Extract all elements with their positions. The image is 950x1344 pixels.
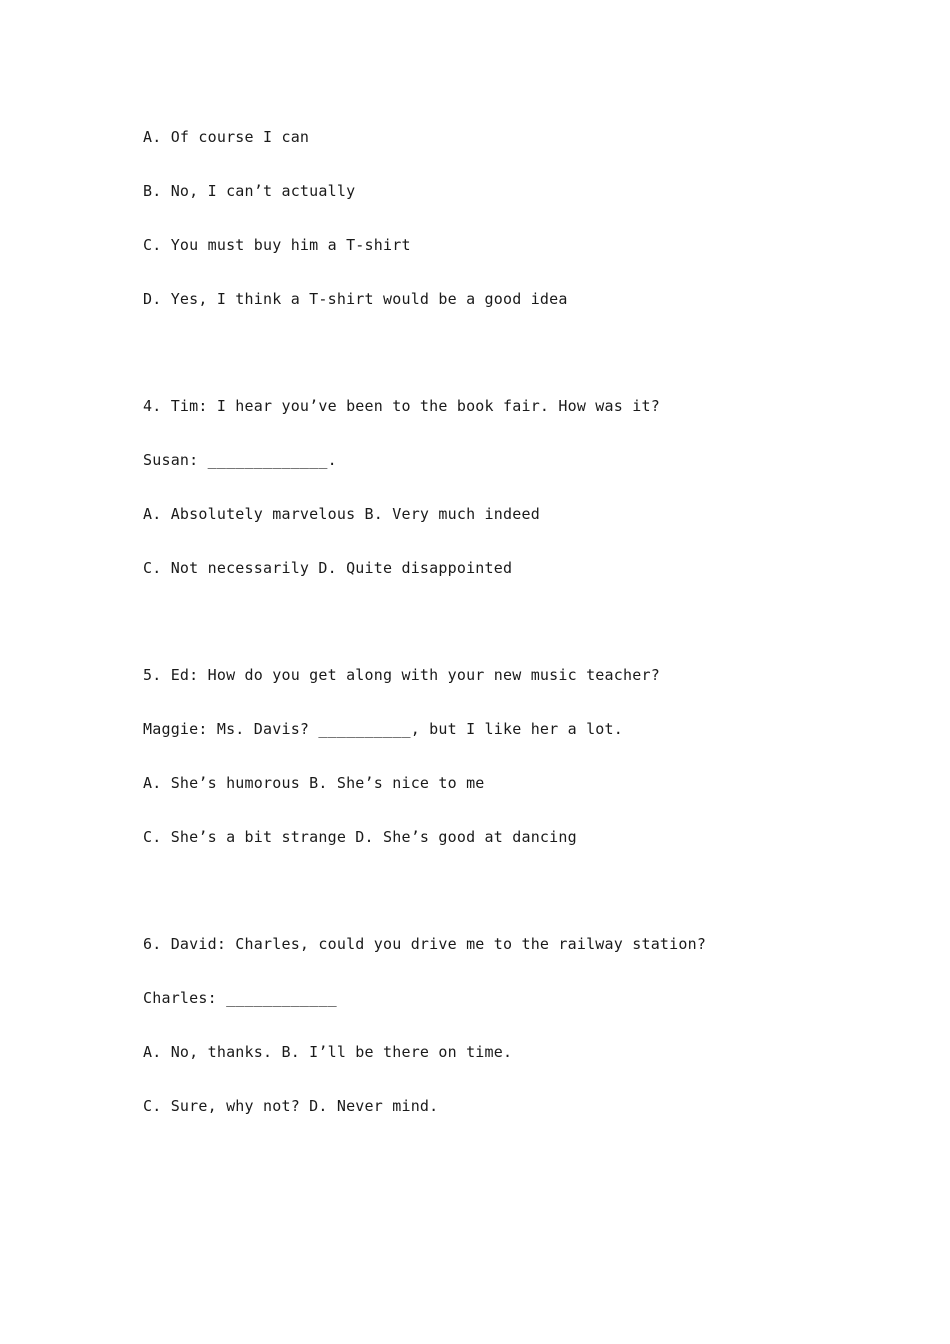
q5-prompt: 5. Ed: How do you get along with your new music teacher? xyxy=(143,666,660,684)
q4-response: Susan: _____________. xyxy=(143,451,337,469)
q4-options-ab: A. Absolutely marvelous B. Very much indeed xyxy=(143,505,540,523)
q3-option-d: D. Yes, I think a T-shirt would be a good idea xyxy=(143,290,568,308)
q4-prompt: 4. Tim: I hear you’ve been to the book fair. How was it? xyxy=(143,397,660,415)
q5-options-ab: A. She’s humorous B. She’s nice to me xyxy=(143,774,485,792)
q6-response: Charles: ____________ xyxy=(143,989,337,1007)
q3-option-b: B. No, I can’t actually xyxy=(143,182,356,200)
q5-response: Maggie: Ms. Davis? __________, but I like her a lot. xyxy=(143,720,623,738)
q6-options-cd: C. Sure, why not? D. Never mind. xyxy=(143,1097,439,1115)
q6-options-ab: A. No, thanks. B. I’ll be there on time. xyxy=(143,1043,513,1061)
q3-option-c: C. You must buy him a T-shirt xyxy=(143,236,411,254)
q3-option-a: A. Of course I can xyxy=(143,128,310,146)
q5-options-cd: C. She’s a bit strange D. She’s good at dancing xyxy=(143,828,577,846)
q4-options-cd: C. Not necessarily D. Quite disappointed xyxy=(143,559,513,577)
q6-prompt: 6. David: Charles, could you drive me to the railway station? xyxy=(143,935,707,953)
